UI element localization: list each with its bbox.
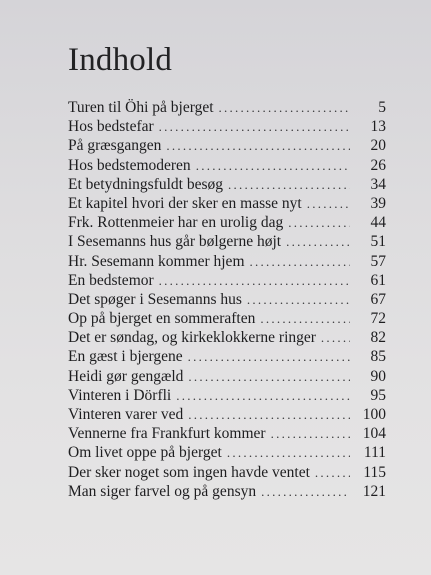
dot-leader (321, 328, 350, 347)
toc-entry (68, 232, 386, 251)
dot-leader (315, 463, 350, 482)
toc-entry-page: 82 (370, 329, 386, 347)
toc-entry-title: Et kapitel hvori der sker en masse nyt (68, 194, 302, 212)
dot-leader (159, 271, 350, 290)
toc-entry-title: På græsgangen (68, 137, 162, 155)
dot-leader (196, 156, 350, 175)
toc-entry-page: 61 (370, 271, 386, 289)
dot-leader (271, 424, 350, 443)
dot-leader (188, 367, 350, 386)
dot-leader (286, 232, 350, 251)
dot-leader (307, 194, 350, 213)
toc-entry-page: 100 (362, 406, 386, 423)
toc-entry-title: Hr. Sesemann kommer hjem (68, 252, 245, 270)
toc-entry-page: 34 (370, 175, 386, 193)
dot-leader (260, 309, 350, 328)
toc-entry-page: 51 (370, 233, 386, 251)
toc-entry (68, 290, 386, 309)
toc-entry-page: 121 (362, 482, 386, 500)
toc-entry-page: 5 (378, 99, 386, 116)
dot-leader (188, 347, 350, 366)
toc-entry (68, 98, 386, 117)
toc-entry (68, 463, 386, 482)
dot-leader (159, 117, 350, 136)
toc-entry-title: Frk. Rottenmeier har en urolig dag (68, 214, 284, 232)
toc-entry-page: 104 (362, 425, 386, 443)
dot-leader (176, 386, 350, 405)
toc-entry-page: 39 (370, 194, 386, 212)
toc-entry-title: Vennerne fra Frankfurt kommer (68, 425, 266, 443)
toc-entry-page: 67 (370, 290, 386, 308)
dot-leader (261, 482, 350, 501)
toc-entry-title: Det er søndag, og kirkeklokkerne ringer (68, 329, 316, 347)
toc-entry-title: Der sker noget som ingen havde ventet (68, 463, 310, 481)
dot-leader (250, 252, 351, 271)
toc-entry-title: Det spøger i Sesemanns hus (68, 290, 242, 308)
toc-entry-page: 13 (370, 118, 386, 136)
toc-entry-title: I Sesemanns hus går bølgerne højt (68, 233, 282, 251)
toc-entry (68, 367, 386, 386)
toc-entry (68, 347, 386, 366)
toc-entry (68, 482, 386, 501)
toc-entry-title: Om livet oppe på bjerget (68, 444, 222, 462)
toc-entry-title: Heidi gør gengæld (68, 367, 184, 385)
toc-entry (68, 136, 386, 155)
toc-entry-page: 95 (370, 386, 386, 404)
toc-entry-page: 85 (370, 348, 386, 366)
toc-entry (68, 328, 386, 347)
toc-entry (68, 309, 386, 328)
toc-entry-page: 72 (370, 310, 386, 328)
toc-entry (68, 405, 386, 424)
toc-entry-title: En bedstemor (68, 271, 154, 289)
toc-entry (68, 156, 386, 175)
toc-entry-title: Hos bedstefar (68, 118, 154, 136)
toc-entry (68, 175, 386, 194)
dot-leader (228, 175, 350, 194)
toc-entry-page: 57 (370, 252, 386, 270)
page-title: Indhold (68, 42, 173, 78)
toc-entry (68, 386, 386, 405)
dot-leader (166, 136, 350, 155)
toc-entry-title: Op på bjerget en sommeraften (68, 310, 256, 328)
dot-leader (188, 405, 350, 424)
toc-entry-page: 26 (370, 156, 386, 174)
toc-entry-page: 44 (370, 214, 386, 232)
table-of-contents (68, 98, 386, 501)
toc-entry-title: En gæst i bjergene (68, 348, 183, 366)
toc-entry (68, 424, 386, 443)
dot-leader (219, 98, 350, 117)
toc-entry (68, 252, 386, 271)
toc-entry (68, 271, 386, 290)
toc-entry (68, 117, 386, 136)
toc-entry-title: Turen til Öhi på bjerget (68, 99, 214, 116)
toc-entry-title: Man siger farvel og på gensyn (68, 482, 257, 500)
dot-leader (227, 443, 350, 462)
toc-entry (68, 213, 386, 232)
toc-entry (68, 194, 386, 213)
toc-entry-page: 115 (363, 463, 386, 481)
dot-leader (288, 213, 350, 232)
toc-entry-page: 90 (370, 367, 386, 385)
dot-leader (247, 290, 350, 309)
toc-entry-title: Vinteren i Dörfli (68, 386, 172, 404)
toc-entry-title: Vinteren varer ved (68, 406, 184, 423)
toc-entry-page: 111 (363, 444, 386, 462)
toc-entry-title: Et betydningsfuldt besøg (68, 175, 223, 193)
toc-entry-page: 20 (370, 137, 386, 155)
toc-entry-title: Hos bedstemoderen (68, 156, 191, 174)
toc-entry (68, 443, 386, 462)
